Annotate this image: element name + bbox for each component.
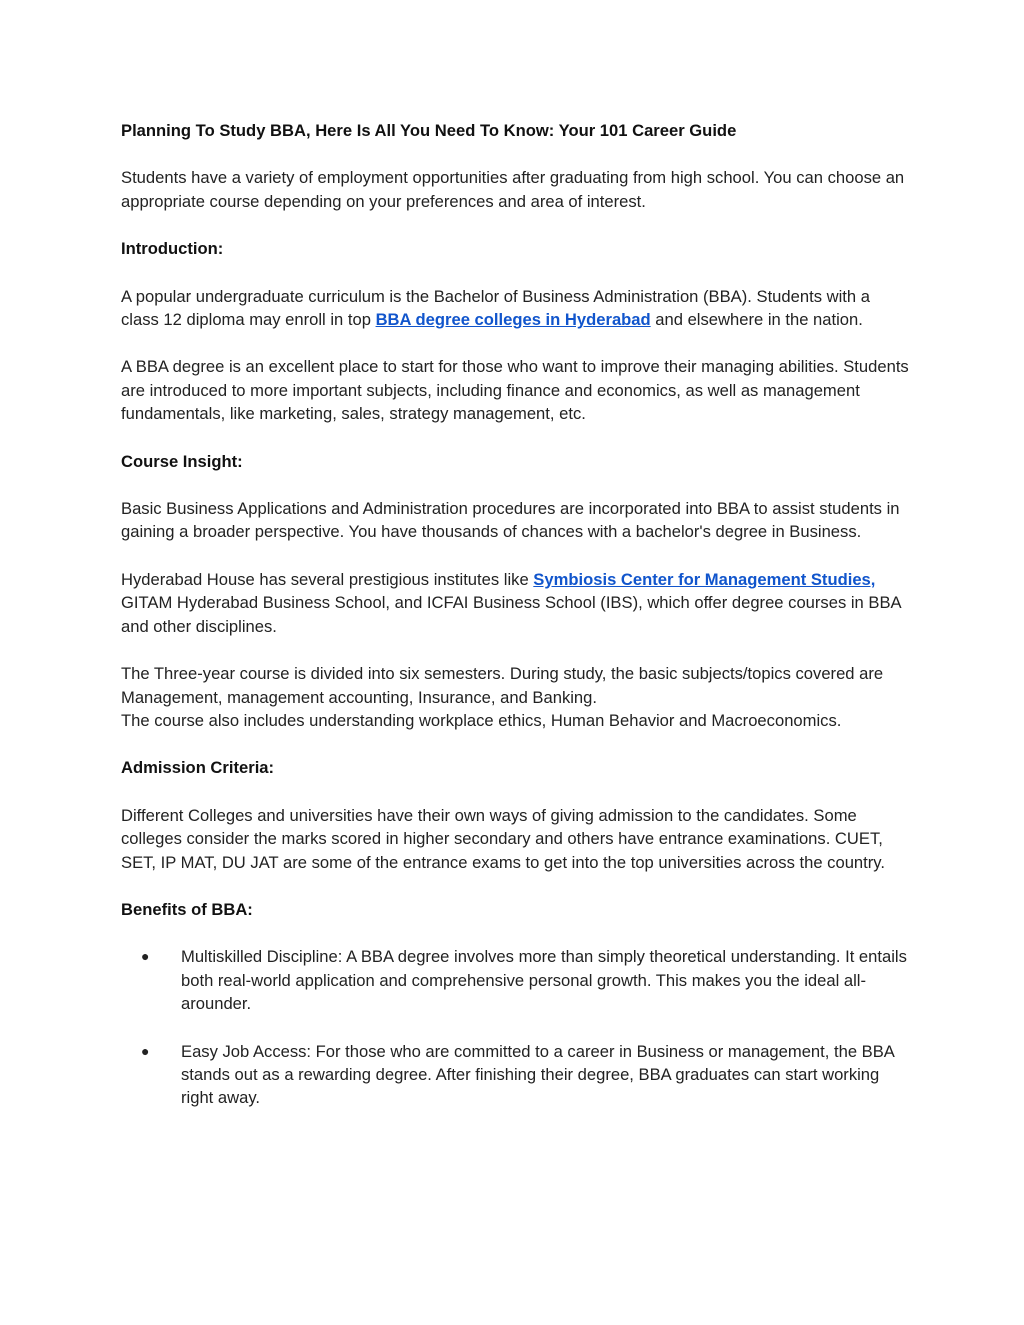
bullet-icon: ● <box>141 1042 150 1059</box>
course-insight-text-after-link: GITAM Hyderabad Business School, and ICFAI Business School (IBS), which offer degree courses in BBA and other disciplines. <box>121 593 901 636</box>
document-page <box>121 119 911 1134</box>
intro-paragraph: Students have a variety of employment opportunities after graduating from high school. You can choose an appropriate course depending on your preferences and area of interest. <box>121 168 905 211</box>
introduction-text-before-link: A popular undergraduate curriculum is the Bachelor of Business Administration (BBA). Students with a class 12 diploma may enroll in top <box>121 286 870 330</box>
introduction-paragraph-2: A BBA degree is an excellent place to start for those who want to improve their managing abilities. Students are introduced to more important subjects, including finance and economics, as well as management fundamentals, like marketing, sales, strategy management, etc. <box>121 357 909 424</box>
course-insight-paragraph-2 <box>121 568 911 638</box>
document-title: Planning To Study BBA, Here Is All You Need To Know: Your 101 Career Guide <box>121 121 737 140</box>
course-insight-paragraph-4: The course also includes understanding workplace ethics, Human Behavior and Macroeconomics. <box>121 710 842 730</box>
benefit-text: Multiskilled Discipline: A BBA degree involves more than simply theoretical understanding. It entails both real-world application and comprehensive personal growth. This makes you the ideal all-arounder. <box>181 947 907 1014</box>
list-item <box>121 1040 911 1110</box>
benefits-list <box>121 945 911 1109</box>
admission-criteria-paragraph: Different Colleges and universities have their own ways of giving admission to the candidates. Some colleges consider the marks scored in higher secondary and others have entrance examinations. CUET, SET, IP MAT, DU JAT are some of the entrance exams to get into the top universities across the country. <box>121 805 885 872</box>
introduction-paragraph-1 <box>121 285 911 332</box>
benefits-heading: Benefits of BBA: <box>121 899 253 919</box>
course-insight-paragraph-1: Basic Business Applications and Administration procedures are incorporated into BBA to assist students in gaining a broader perspective. You have thousands of chances with a bachelor's degree in Business. <box>121 499 900 542</box>
bullet-icon: ● <box>141 948 150 965</box>
bba-colleges-hyderabad-link[interactable]: BBA degree colleges in Hyderabad <box>375 310 651 330</box>
course-insight-text-before-link: Hyderabad House has several prestigious institutes like <box>121 569 534 589</box>
introduction-heading: Introduction: <box>121 239 224 259</box>
course-insight-heading: Course Insight: <box>121 451 243 471</box>
symbiosis-center-link[interactable]: Symbiosis Center for Management Studies, <box>533 569 876 589</box>
course-insight-paragraph-3: The Three-year course is divided into six semesters. During study, the basic subjects/topics covered are Management, management accounting, Insurance, and Banking. <box>121 664 884 707</box>
admission-criteria-heading: Admission Criteria: <box>121 758 275 778</box>
benefit-text: Easy Job Access: For those who are committed to a career in Business or management, the BBA stands out as a rewarding degree. After finishing their degree, BBA graduates can start working right away. <box>181 1041 894 1108</box>
introduction-text-after-link: and elsewhere in the nation. <box>650 310 863 330</box>
list-item <box>121 945 911 1015</box>
